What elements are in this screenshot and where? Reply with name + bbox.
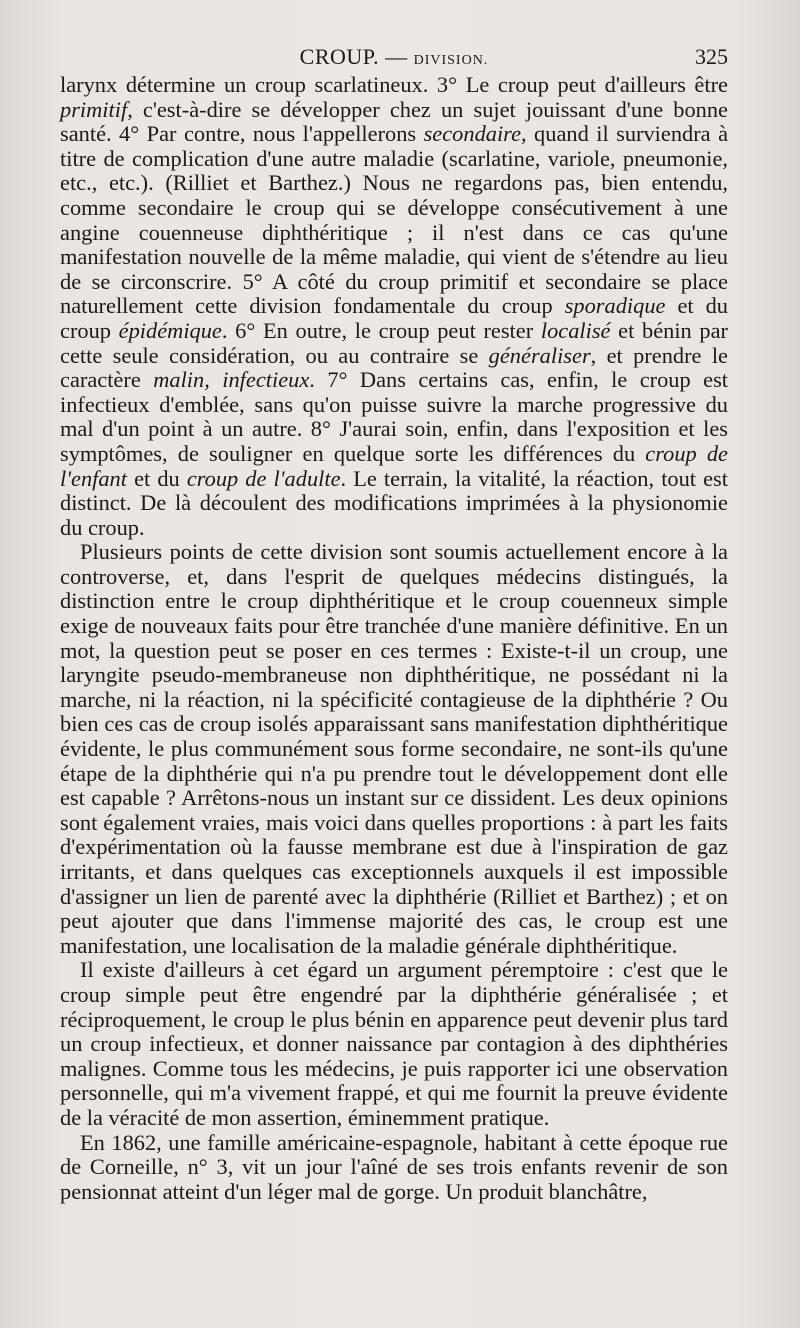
running-title-main: CROUP. bbox=[299, 44, 380, 69]
italic-term: généraliser bbox=[488, 342, 591, 368]
text-run: Il existe d'ailleurs à cet égard un argument péremptoire : c'est que le croup simple peut être engendré par la diphthérie généralisée ; et réciproquement, le croup le plus bénin en apparence peut devenir plus tard un croup infectieux, et donner naissance par contagion à des diphthéries malignes. Comme tous les médecins, je puis rapporter ici une observation personnelle, qui m'a vivement frappé, et qui me fournit la preuve évidente de la véracité de mon assertion, éminemment pratique. bbox=[60, 957, 728, 1130]
text-run: . Le terrain, la vitalité, la réaction, tout est distinct. De là découlent des modifications imprimées à la physionomie du croup. bbox=[60, 465, 728, 540]
paragraph-1 bbox=[60, 73, 728, 540]
italic-term: croup de l'enfant bbox=[60, 440, 728, 491]
italic-term: croup de l'adulte bbox=[186, 465, 341, 491]
text-run: , c'est-à-dire se développer chez un sujet jouissant d'une bonne santé. 4° Par contre, nous l'appellerons bbox=[60, 96, 728, 147]
italic-term: malin, infectieux bbox=[153, 367, 310, 393]
text-run: , et prendre le caractère bbox=[60, 342, 728, 393]
text-run: Plusieurs points de cette division sont soumis actuellement encore à la controverse, et, dans l'esprit de quelques médecins distingués, la distinction entre le croup diphthéritique et le croup couenneux simple exige de nouveaux faits pour être tranchée d'une manière définitive. En un mot, la question peut se poser en ces termes : Existe-t-il un croup, une laryngite pseudo-membraneuse non diphthéritique, ne possédant ni la marche, ni la réaction, ni la spécificité contagieuse de la diphthérie ? Ou bien ces cas de croup isolés apparaissant sans manifestation diphthéritique évidente, le plus communément sous forme secondaire, ne sont-ils qu'une étape de la diphthérie qui n'a pu prendre tout le développement dont elle est capable ? Arrêtons-nous un instant sur ce dissident. Les deux opinions sont également vraies, mais voici dans quelles proportions : à part les faits d'expérimentation où la fausse membrane est due à l'inspiration de gaz irritants, et dans quelques cas exceptionnels auxquels il est impossible d'assigner un lien de parenté avec la diphthérie (Rilliet et Barthez) ; et on peut ajouter que dans l'immense majorité des cas, le croup est une manifestation, une localisation de la maladie générale diphthéritique. bbox=[60, 539, 728, 958]
text-run: , quand il surviendra à titre de complication d'une autre maladie (scarlatine, variole, pneumonie, etc., etc.). (Rilliet et Barthez.) Nous ne regardons pas, bien entendu, comme secondaire le croup qui se développe consécutivement à une angine couenneuse diphthéritique ; il n'est dans ce cas qu'une manifestation nouvelle de la même maladie, qui vient de s'étendre au lieu de se circonscrire. 5° A côté du croup primitif et secondaire se place naturellement cette division fondamentale du croup bbox=[60, 121, 729, 319]
italic-term: épidémique bbox=[118, 317, 222, 343]
text-run: En 1862, une famille américaine-espagnole, habitant à cette époque rue de Corneille, n° 3, vit un jour l'aîné de ses trois enfants revenir de son pensionnat atteint d'un léger mal de gorge. Un produit blanchâtre, bbox=[60, 1129, 728, 1204]
text-run: . 6° En outre, le croup peut rester bbox=[221, 317, 541, 343]
italic-term: primitif bbox=[60, 96, 128, 122]
running-title bbox=[60, 44, 728, 70]
text-run: et bénin par cette seule considération, ou au contraire se bbox=[60, 317, 728, 368]
running-title-sub: DIVISION. bbox=[413, 53, 489, 68]
paragraph-3 bbox=[60, 958, 728, 1130]
italic-term: localisé bbox=[540, 317, 611, 343]
body-text bbox=[60, 73, 728, 1204]
italic-term: secondaire bbox=[423, 121, 522, 147]
running-title-separator: — bbox=[385, 44, 408, 69]
italic-term: sporadique bbox=[564, 293, 666, 319]
page-header bbox=[60, 44, 728, 74]
paragraph-4 bbox=[60, 1131, 728, 1205]
page-number: 325 bbox=[695, 44, 728, 69]
paragraph-2 bbox=[60, 540, 728, 958]
text-run: et du croup bbox=[60, 293, 729, 343]
text-run: et du bbox=[126, 465, 187, 491]
text-run: . 7° Dans certains cas, enfin, le croup est infectieux d'emblée, sans qu'on puisse suivre la marche progressive du mal d'un point à un autre. 8° J'aurai soin, enfin, dans l'exposition et les symptômes, de souligner en quelque sorte les différences du bbox=[60, 367, 728, 466]
text-run: larynx détermine un croup scarlatineux. 3° Le croup peut d'ailleurs être bbox=[60, 72, 728, 97]
